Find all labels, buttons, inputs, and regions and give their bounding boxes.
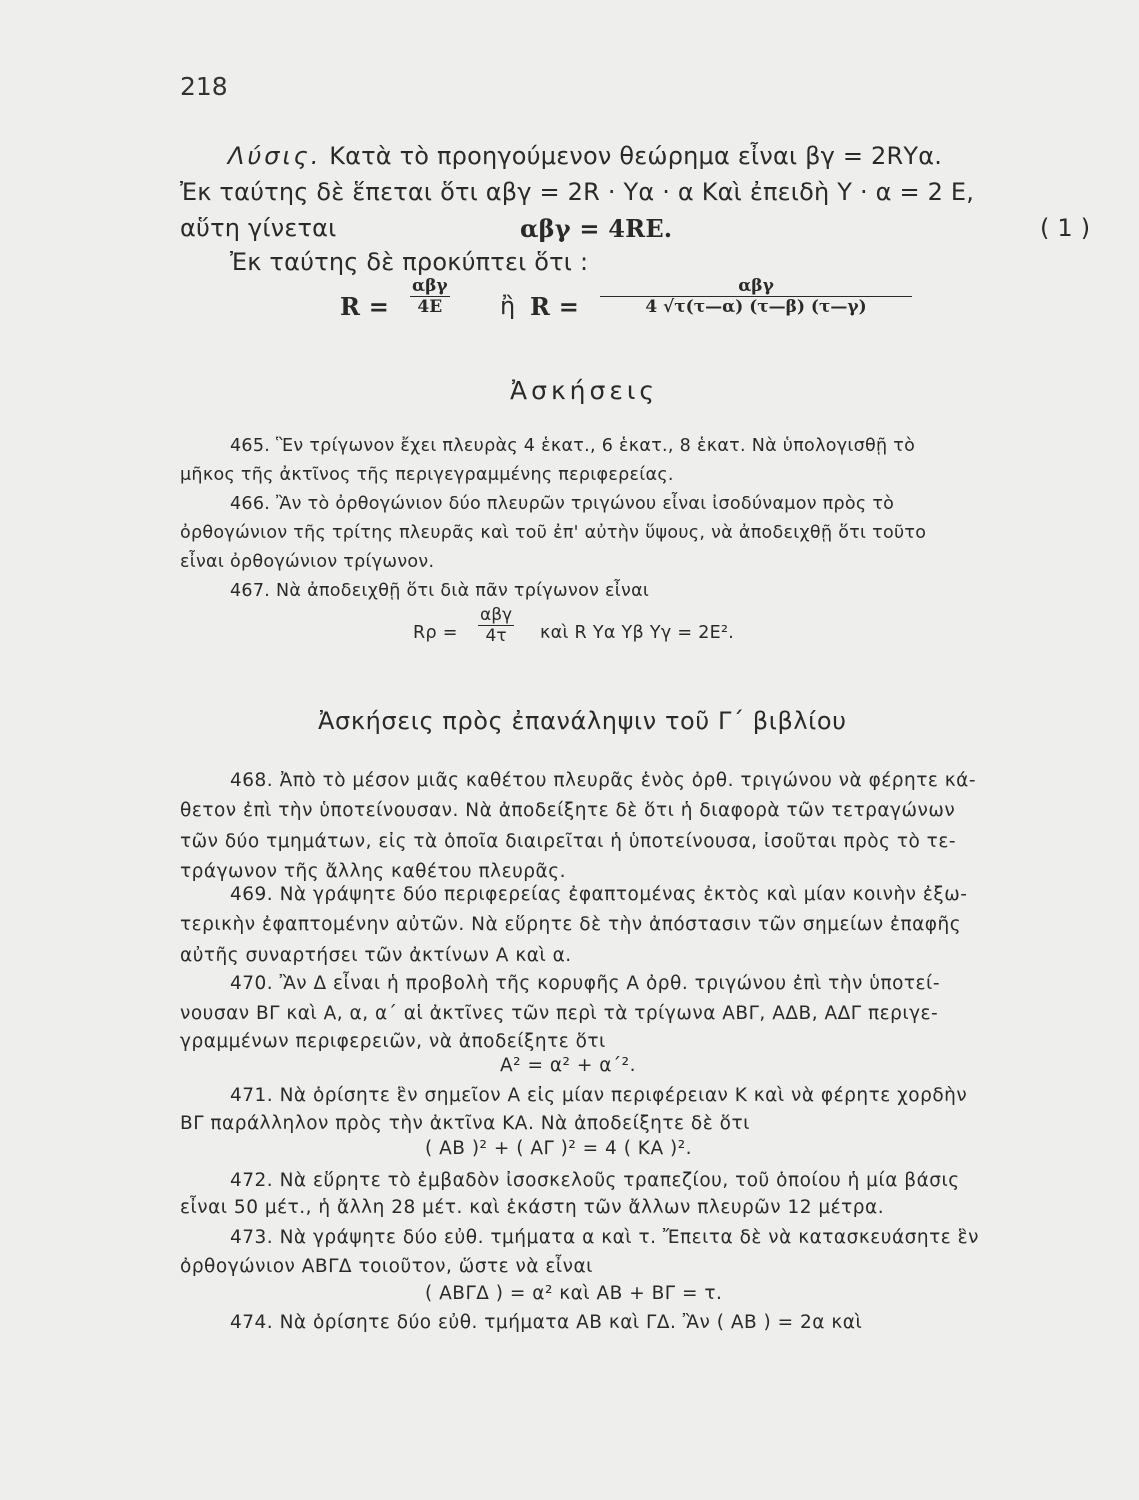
exercise-469-line-1: 469. Νὰ γράψητε δύο περιφερείας ἐφαπτομένας ἐκτὸς καὶ μίαν κοινὴν ἐξω- xyxy=(230,884,968,905)
solution-line-3b: αβγ = 4RE. xyxy=(520,214,673,243)
formula-den-2: 4 √τ(τ—α) (τ—β) (τ—γ) xyxy=(600,296,912,317)
solution-line-1-text: Κατὰ τὸ προηγούμενον θεώρημα εἶναι βγ = 2RΥα. xyxy=(329,142,943,170)
formula-num-2: αβγ xyxy=(738,276,774,296)
exercise-473-formula: ( ΑΒΓΔ ) = α² καὶ ΑΒ + ΒΓ = τ. xyxy=(425,1283,723,1304)
section-heading-review-exercises: Ἀσκήσεις πρὸς ἐπανάληψιν τοῦ Γ΄ βιβλίου xyxy=(318,707,847,735)
exercise-468-line-2: θετον ἐπὶ τὴν ὑποτείνουσαν. Νὰ ἀποδείξητε δὲ ὅτι ἡ διαφορὰ τῶν τετραγώνων xyxy=(180,800,956,821)
exercise-469-line-2: τερικὴν ἐφαπτομένην αὐτῶν. Νὰ εὕρητε δὲ τὴν ἀπόστασιν τῶν σημείων ἐπαφῆς xyxy=(180,914,962,935)
exercise-467-den: 4τ xyxy=(478,625,514,646)
formula-fraction-1 xyxy=(410,276,450,317)
exercise-466-line-2: ὀρθογώνιον τῆς τρίτης πλευρᾶς καὶ τοῦ ἐπ' αὐτὴν ὕψους, νὰ ἀποδειχθῇ ὅτι τοῦτο xyxy=(180,523,927,543)
formula-num-1: αβγ xyxy=(412,276,448,296)
solution-line-2: Ἐκ ταύτης δὲ ἕπεται ὅτι αβγ = 2R · Υα · α Καὶ ἐπειδὴ Υ · α = 2 Ε, xyxy=(180,178,975,206)
exercise-467-num: αβγ xyxy=(480,605,513,625)
exercise-471-line-2: ΒΓ παράλληλον πρὸς τὴν ἀκτῖνα ΚΑ. Νὰ ἀποδείξητε δὲ ὅτι xyxy=(180,1113,750,1134)
solution-line-1 xyxy=(228,142,942,170)
exercise-468-line-3: τῶν δύο τμημάτων, εἰς τὰ ὁποῖα διαιρεῖται ἡ ὑποτείνουσα, ἰσοῦται πρὸς τὸ τε- xyxy=(180,831,956,852)
exercise-472-line-2: εἶναι 50 μέτ., ἡ ἄλλη 28 μέτ. καὶ ἑκάστη τῶν ἄλλων πλευρῶν 12 μέτρα. xyxy=(180,1197,885,1218)
exercise-465-line-2: μῆκος τῆς ἀκτῖνος τῆς περιγεγραμμένης περιφερείας. xyxy=(180,465,674,485)
exercise-470-line-3: γραμμένων περιφερειῶν, νὰ ἀποδείξητε ὅτι xyxy=(180,1031,606,1052)
exercise-467-line-1: 467. Νὰ ἀποδειχθῇ ὅτι διὰ πᾶν τρίγωνον εἶναι xyxy=(230,581,650,601)
exercise-473-line-1: 473. Νὰ γράψητε δύο εὐθ. τμήματα α καὶ τ. Ἔπειτα δὲ νὰ κατασκευάσητε ἓν xyxy=(230,1227,979,1248)
exercise-470-line-2: νουσαν ΒΓ καὶ Α, α, α΄ αἱ ἀκτῖνες τῶν περὶ τὰ τρίγωνα ΑΒΓ, ΑΔΒ, ΑΔΓ περιγε- xyxy=(180,1003,939,1024)
exercise-471-line-1: 471. Νὰ ὁρίσητε ἓν σημεῖον Α εἰς μίαν περιφέρειαν Κ καὶ νὰ φέρητε χορδὴν xyxy=(230,1085,968,1106)
exercise-465-line-1: 465. Ἓν τρίγωνον ἔχει πλευρὰς 4 ἑκατ., 6 ἑκατ., 8 ἑκατ. Νὰ ὑπολογισθῇ τὸ xyxy=(230,436,916,456)
solution-line-3a: αὕτη γίνεται xyxy=(180,214,337,242)
exercise-470-formula: Α² = α² + α΄². xyxy=(500,1055,636,1076)
exercise-466-line-3: εἶναι ὀρθογώνιον τρίγωνον. xyxy=(180,552,435,572)
formula-fraction-2 xyxy=(600,276,912,317)
exercise-470-line-1: 470. Ἂν Δ εἶναι ἡ προβολὴ τῆς κορυφῆς Α ὀρθ. τριγώνου ἐπὶ τὴν ὑποτεί- xyxy=(230,973,940,994)
exercise-473-line-2: ὀρθογώνιον ΑΒΓΔ τοιοῦτον, ὥστε νὰ εἶναι xyxy=(180,1256,593,1277)
solution-line-4: Ἐκ ταύτης δὲ προκύπτει ὅτι : xyxy=(230,248,589,276)
exercise-474-line-1: 474. Νὰ ὁρίσητε δύο εὐθ. τμήματα ΑΒ καὶ ΓΔ. Ἂν ( ΑΒ ) = 2α καὶ xyxy=(230,1312,863,1333)
solution-label: Λύσις. xyxy=(228,142,322,170)
exercise-467-rhs: καὶ R Yα Yβ Yγ = 2E². xyxy=(540,623,735,643)
exercise-471-formula: ( ΑΒ )² + ( ΑΓ )² = 4 ( ΚΑ )². xyxy=(425,1138,692,1159)
formula-or: ἢ xyxy=(500,292,516,320)
page-number: 218 xyxy=(180,72,228,101)
exercise-466-line-1: 466. Ἂν τὸ ὀρθογώνιον δύο πλευρῶν τριγώνου εἶναι ἰσοδύναμον πρὸς τὸ xyxy=(230,494,895,514)
section-heading-exercises: Ἀσκήσεις xyxy=(510,376,659,405)
formula-lhs-1: R = xyxy=(340,292,390,321)
formula-den-1: 4E xyxy=(410,296,450,317)
formula-lhs-2: R = xyxy=(530,292,580,321)
exercise-469-line-3: αὐτῆς συναρτήσει τῶν ἀκτίνων Α καὶ α. xyxy=(180,945,572,966)
exercise-472-line-1: 472. Νὰ εὕρητε τὸ ἐμβαδὸν ἰσοσκελοῦς τραπεζίου, τοῦ ὁποίου ἡ μία βάσις xyxy=(230,1170,960,1191)
equation-number: ( 1 ) xyxy=(1040,214,1091,242)
exercise-467-fraction xyxy=(478,605,514,646)
exercise-467-lhs: Rρ = xyxy=(413,623,458,643)
exercise-468-line-4: τράγωνον τῆς ἄλλης καθέτου πλευρᾶς. xyxy=(180,861,566,882)
exercise-468-line-1: 468. Ἀπὸ τὸ μέσον μιᾶς καθέτου πλευρᾶς ἑνὸς ὀρθ. τριγώνου νὰ φέρητε κά- xyxy=(230,770,977,791)
